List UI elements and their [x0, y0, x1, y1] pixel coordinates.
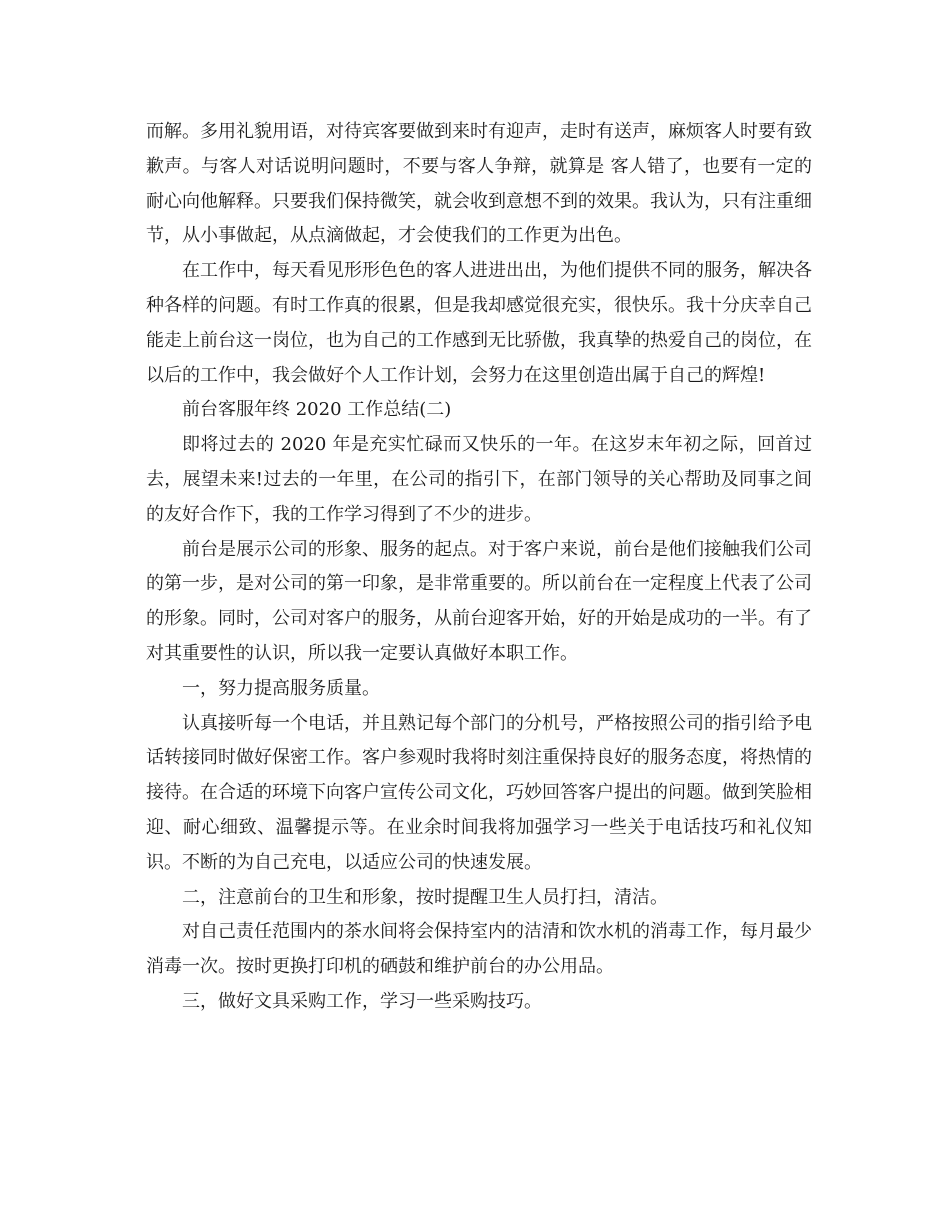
paragraph: 前台是展示公司的形象、服务的起点。对于客户来说，前台是他们接触我们公司的第一步，是对公司的第一印象，是非常重要的。所以前台在一定程度上代表了公司的形象。同时，公司对客户的服务，从前台迎客开始，好的开始是成功的一半。有了对其重要性的认识，所以我一定要认真做好本职工作。	[146, 538, 812, 664]
paragraph: 认真接听每一个电话，并且熟记每个部门的分机号，严格按照公司的指引给予电话转接同时做好保密工作。客户参观时我将时刻注重保持良好的服务态度，将热情的接待。在合适的环境下向客户宣传公司文化，巧妙回答客户提出的问题。做到笑脸相迎、耐心细致、温馨提示等。在业余时间我将加强学习一些关于电话技巧和礼仪知识。不断的为自己充电，以适应公司的快速发展。	[146, 712, 812, 873]
list-heading: 二，注意前台的卫生和形象，按时提醒卫生人员打扫，清洁。	[182, 886, 668, 908]
list-heading: 一，努力提高服务质量。	[182, 677, 380, 699]
paragraph: 在工作中，每天看见形形色色的客人进进出出，为他们提供不同的服务，解决各种各样的问题。有时工作真的很累，但是我却感觉很充实，很快乐。我十分庆幸自己能走上前台这一岗位，也为自己的工作感到无比骄傲，我真挚的热爱自己的岗位，在以后的工作中，我会做好个人工作计划，会努力在这里创造出属于自己的辉煌!	[146, 260, 812, 386]
list-heading: 三，做好文具采购工作，学习一些采购技巧。	[182, 990, 542, 1012]
document-body	[146, 115, 812, 1020]
paragraph: 而解。多用礼貌用语，对待宾客要做到来时有迎声，走时有送声，麻烦客人时要有致歉声。与客人对话说明问题时，不要与客人争辩，就算是 客人错了，也要有一定的耐心向他解释。只要我们保持微笑，就会收到意想不到的效果。我认为，只有注重细节，从小事做起，从点滴做起，才会使我们的工作更为出色。	[146, 121, 812, 247]
paragraph: 即将过去的 2020 年是充实忙碌而又快乐的一年。在这岁末年初之际，回首过去，展望未来!过去的一年里，在公司的指引下，在部门领导的关心帮助及同事之间的友好合作下，我的工作学习得到了不少的进步。	[146, 434, 812, 525]
paragraph: 对自己责任范围内的茶水间将会保持室内的洁清和饮水机的消毒工作，每月最少消毒一次。按时更换打印机的硒鼓和维护前台的办公用品。	[146, 921, 812, 978]
section-heading: 前台客服年终 2020 工作总结(二)	[182, 399, 452, 421]
